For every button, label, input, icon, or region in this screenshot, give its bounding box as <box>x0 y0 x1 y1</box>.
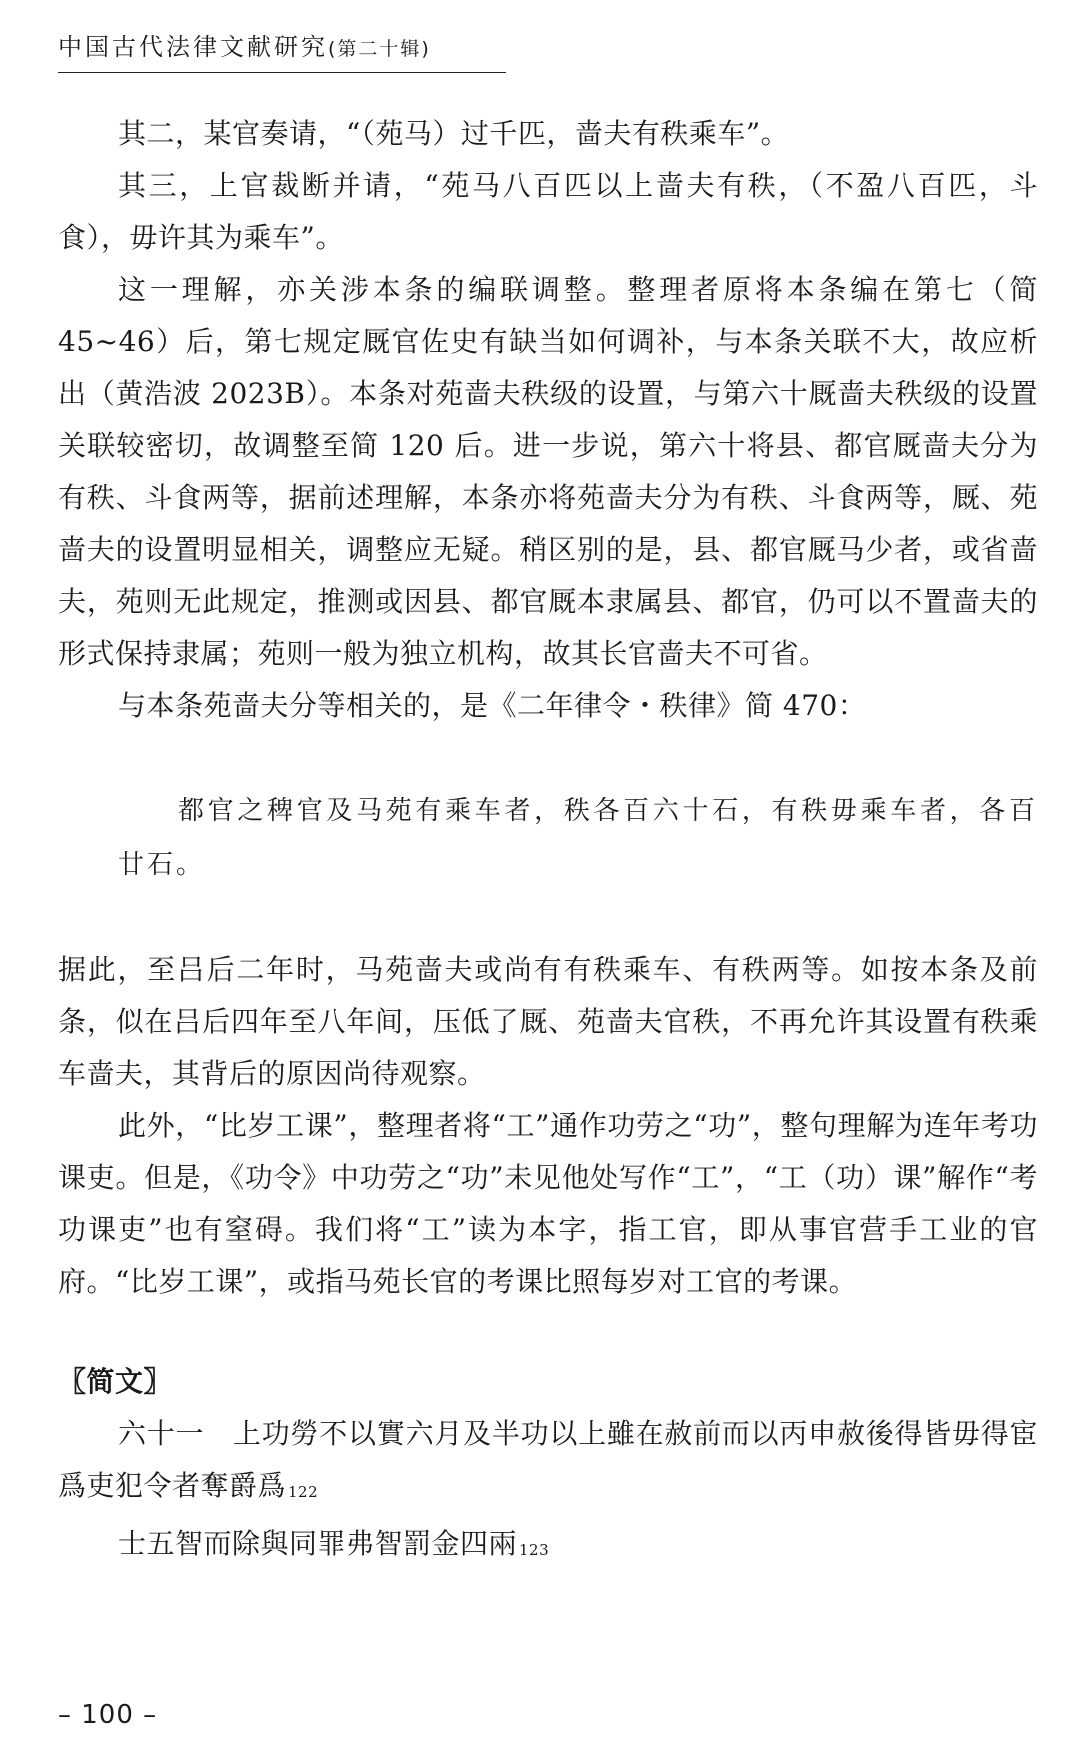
main-text <box>58 108 1038 1576</box>
running-header <box>58 30 506 73</box>
slip-2-number: 123 <box>519 1541 550 1559</box>
slip-1-text: 六十一 上功勞不以實六月及半功以上雖在赦前而以丙申赦後得皆毋得宦爲吏犯令者奪爵爲 <box>58 1417 1038 1502</box>
paragraph-5: 据此，至吕后二年时，马苑啬夫或尚有有秩乘车、有秩两等。如按本条及前条，似在吕后四年至八年间，压低了厩、苑啬夫官秩，不再允许其设置有秩乘车啬夫，其背后的原因尚待观察。 <box>58 953 1038 1090</box>
slip-2-text: 士五智而除與同罪弗智罰金四兩 <box>118 1527 518 1560</box>
page-number: – 100 – <box>58 1700 158 1730</box>
paragraph-4: 与本条苑啬夫分等相关的，是《二年律令・秩律》简 470： <box>118 689 867 722</box>
section-heading: 〖简文〗 <box>58 1365 173 1398</box>
slip-text-1 <box>58 1408 1038 1518</box>
slip-1-number: 122 <box>288 1483 319 1501</box>
paragraph-3: 这一理解，亦关涉本条的编联调整。整理者原将本条编在第七（简45~46）后，第七规定厩官佐史有缺当如何调补，与本条关联不大，故应析出（黄浩波 2023B）。本条对苑啬夫秩级的设置，与第六十厩啬夫秩级的设置关联较密切，故调整至简 120 后。进一步说，第六十将县、都官厩啬夫分为有秩、斗食两等，据前述理解，本条亦将苑啬夫分为有秩、斗食两等，厩、苑啬夫的设置明显相关，调整应无疑。稍区别的是，县、都官厩马少者，或省啬夫，苑则无此规定，推测或因县、都官厩本隶属县、都官，仍可以不置啬夫的形式保持隶属；苑则一般为独立机构，故其长官啬夫不可省。 <box>58 273 1038 670</box>
paragraph-2: 其三，上官裁断并请，“苑马八百匹以上啬夫有秩，（不盈八百匹，斗食），毋许其为乘车”。 <box>58 169 1038 254</box>
paragraph-1: 其二，某官奏请，“（苑马）过千匹，啬夫有秩乘车”。 <box>118 117 790 150</box>
slip-text-2 <box>58 1518 1038 1576</box>
paragraph-6: 此外，“比岁工课”，整理者将“工”通作功劳之“功”，整句理解为连年考功课吏。但是，《功令》中功劳之“功”未见他处写作“工”，“工（功）课”解作“考功课吏”也有窒碍。我们将“工”读为本字，指工官，即从事官营手工业的官府。“比岁工课”，或指马苑长官的考课比照每岁对工官的考课。 <box>58 1109 1038 1298</box>
journal-title: 中国古代法律文献研究 <box>58 33 328 61</box>
block-quote: 都官之稗官及马苑有乘车者，秩各百六十石，有秩毋乘车者，各百廿石。 <box>118 796 1038 880</box>
volume-label: (第二十辑) <box>328 38 431 60</box>
